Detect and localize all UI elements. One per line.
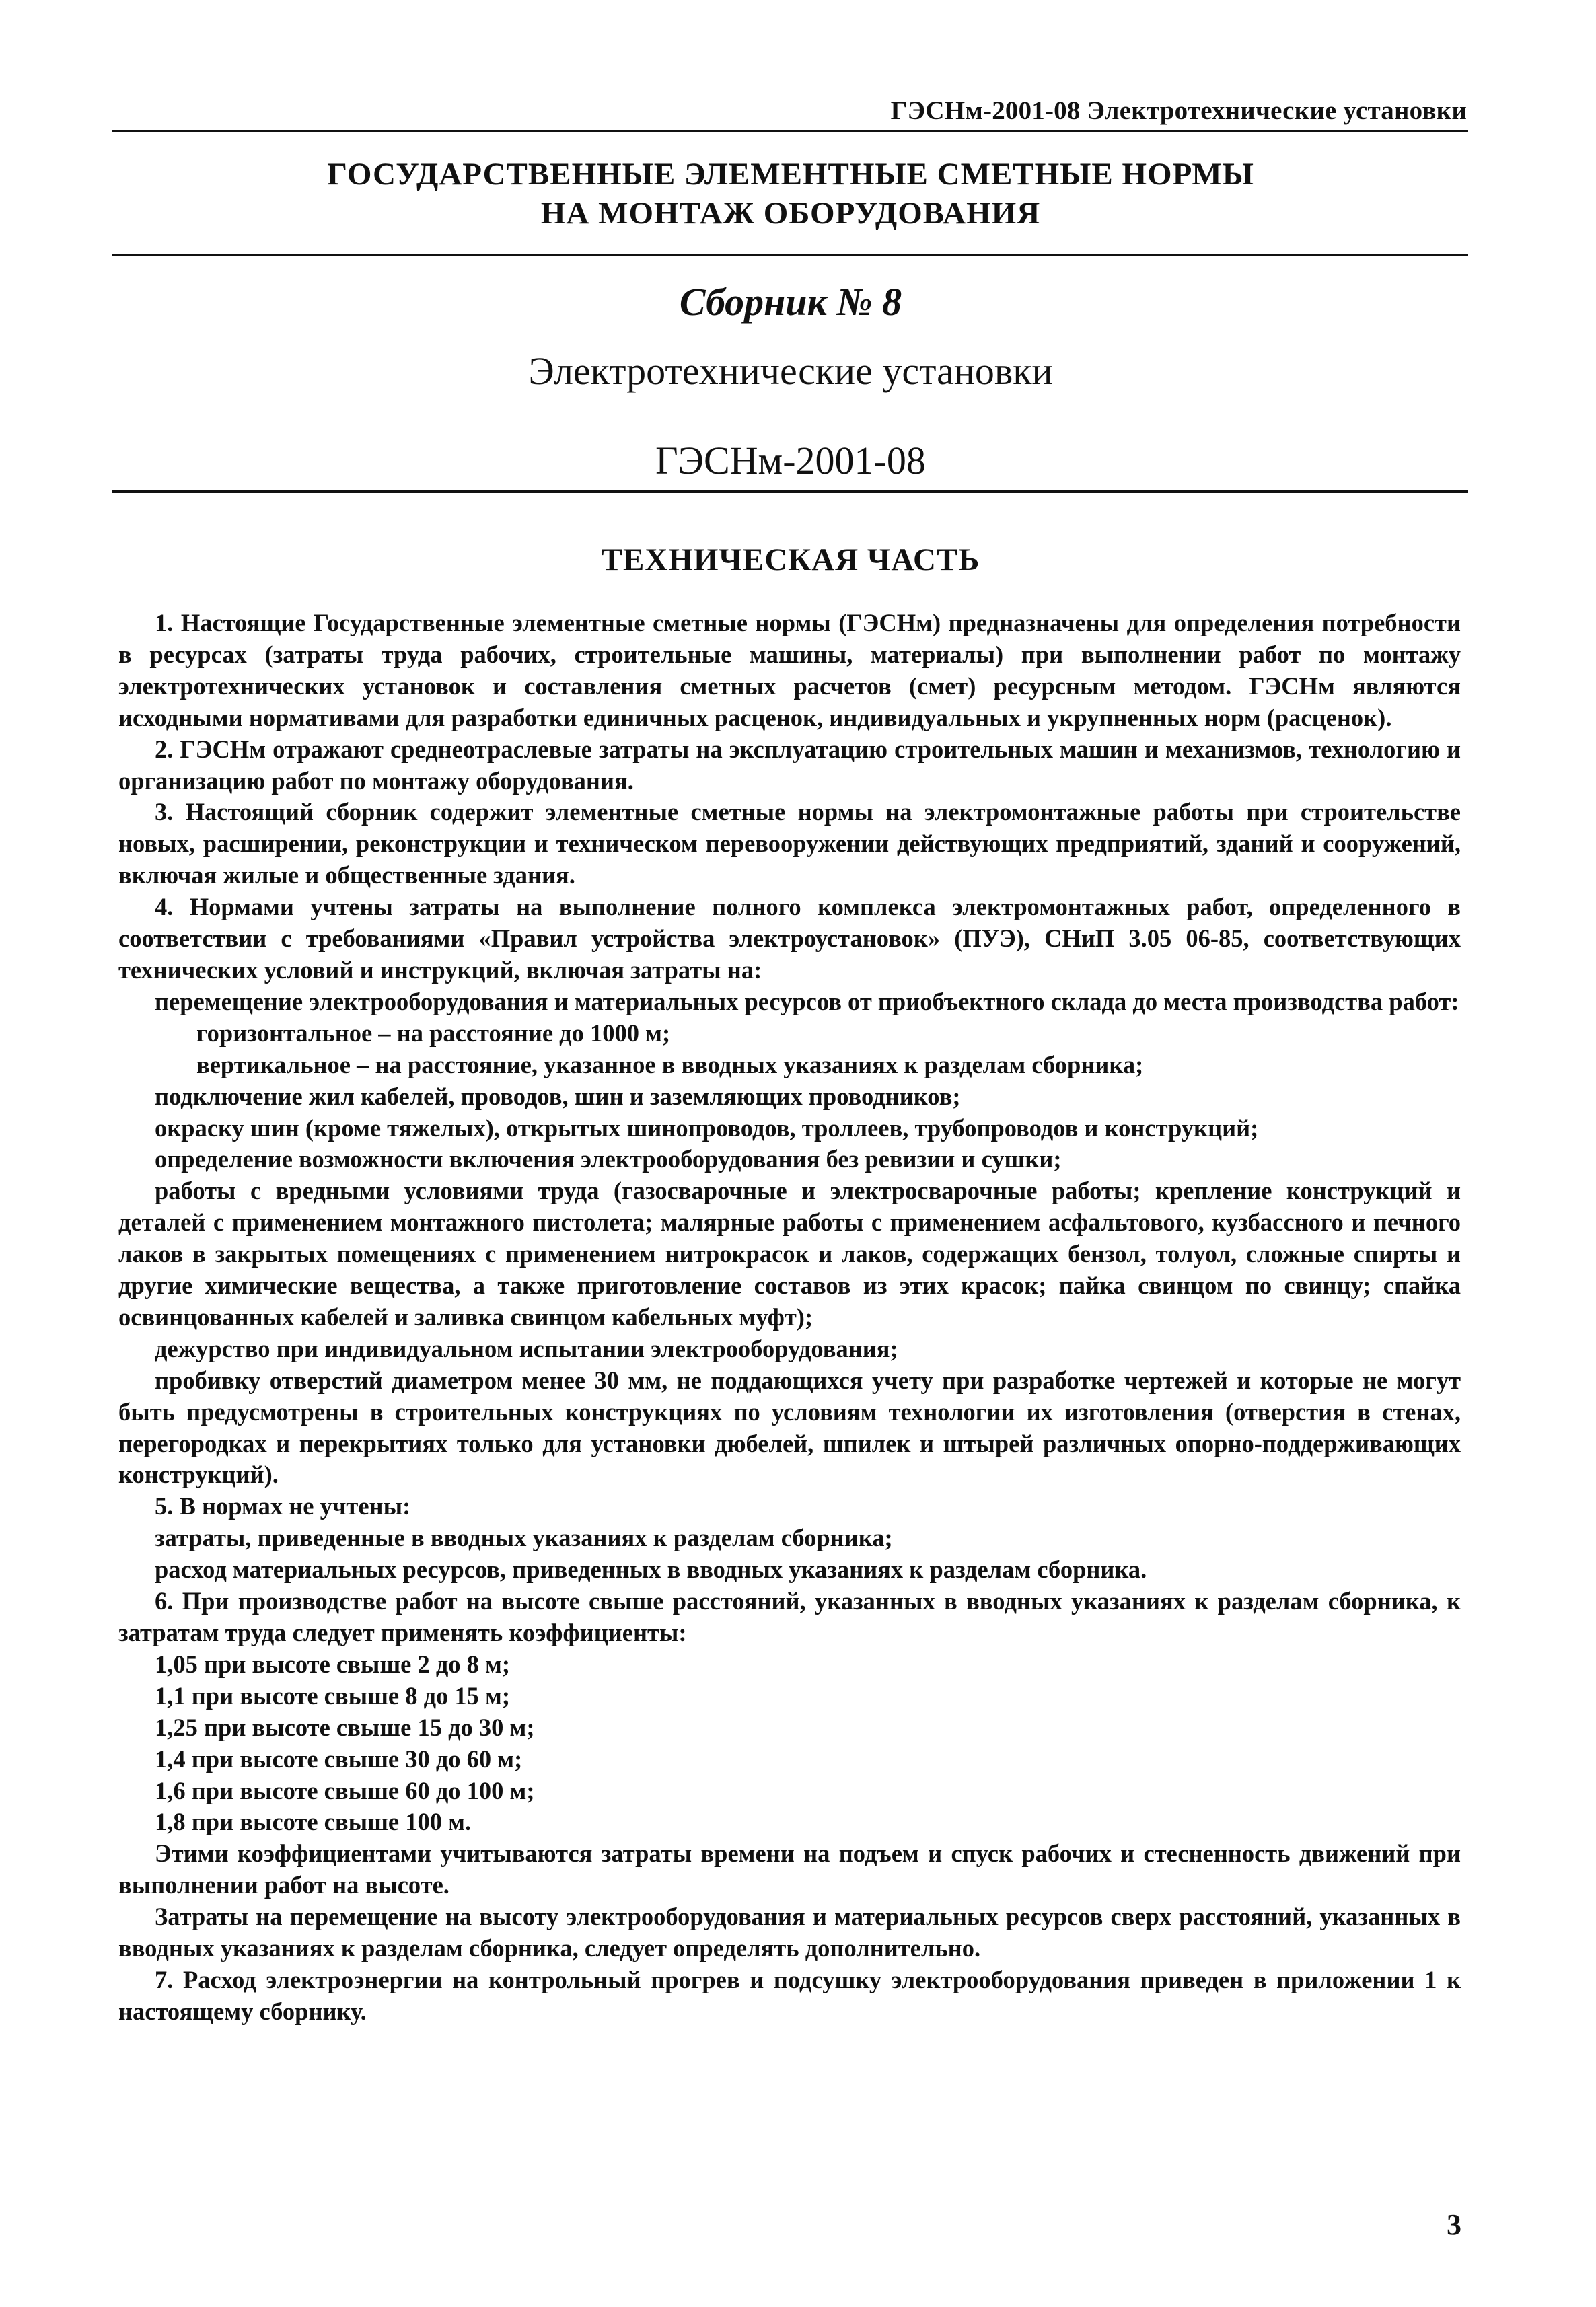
coefficient-item: 1,6 при высоте свыше 60 до 100 м; (155, 1776, 535, 1804)
paragraph-5: 5. В нормах не учтены: (155, 1492, 411, 1521)
collection-code: ГЭСНм-2001-08 (655, 439, 926, 482)
list-item: работы с вредными условиями труда (газосварочные и электросварочные работы; крепление конструкций и деталей с применением монтажного пистолета; малярные работы с применением асфальтового, кузбассного и печного лаков в закрытых помещениях с применением нитрокрасок и лаков, содержащих бензол, толуол, сложные спирты и другие химические вещества, а также приготовление составов из этих красок; пайка свинцом по свинцу; спайка освинцованных кабелей и заливка свинцом кабельных муфт); (118, 1177, 1461, 1331)
document-body (118, 608, 1461, 2028)
collection-name: Электротехнические установки (528, 349, 1053, 393)
coefficient-item: 1,8 при высоте свыше 100 м. (155, 1808, 472, 1836)
coefficient-item: 1,1 при высоте свыше 8 до 15 м; (155, 1681, 511, 1710)
paragraph-1: 1. Настоящие Государственные элементные сметные нормы (ГЭСНм) предназначены для определения потребности в ресурсах (затраты труда рабочих, строительные машины, материалы) при выполнении работ по монтажу электротехнических установок и составления сметных расчетов (смет) ресурсным методом. ГЭСНм являются исходными нормативами для разработки единичных расценок, индивидуальных и укрупненных норм (расценок). (118, 609, 1461, 731)
list-item: перемещение электрооборудования и материальных ресурсов от приобъектного склада до места производства работ: (155, 987, 1459, 1015)
paragraph-3: 3. Настоящий сборник содержит элементные сметные нормы на электромонтажные работы при строительстве новых, расширении, реконструкции и техническом перевооружении действующих предприятий, зданий и сооружений, включая жилые и общественные здания. (118, 798, 1461, 889)
list-subitem: горизонтальное – на расстояние до 1000 м; (196, 1019, 671, 1047)
list-item: дежурство при индивидуальном испытании электрооборудования; (155, 1334, 898, 1362)
list-item: пробивку отверстий диаметром менее 30 мм, не поддающихся учету при разработке чертежей и которые не могут быть предусмотрены в строительных конструкциях по условиям технологии их изготовления (отверстия в стенах, перегородках и перекрытиях только для установки дюбелей, шпилек и штырей различных опорно-поддерживающих конструкций). (118, 1366, 1461, 1489)
coefficient-item: 1,05 при высоте свыше 2 до 8 м; (155, 1650, 511, 1678)
coefficient-item: 1,25 при высоте свыше 15 до 30 м; (155, 1713, 535, 1741)
list-item: определение возможности включения электрооборудования без ревизии и сушки; (155, 1145, 1062, 1173)
header-rule (112, 130, 1468, 132)
code-rule (112, 490, 1468, 493)
list-item: окраску шин (кроме тяжелых), открытых шинопроводов, троллеев, трубопроводов и конструкций; (155, 1113, 1259, 1142)
list-item: подключение жил кабелей, проводов, шин и заземляющих проводников; (155, 1082, 961, 1110)
paragraph-4: 4. Нормами учтены затраты на выполнение полного комплекса электромонтажных работ, определенного в соответствии с требованиями «Правил устройства электроустановок» (ПУЭ), СНиП 3.05 06-85, соответствующих технических условий и инструкций, включая затраты на: (118, 893, 1461, 984)
document-title-line-2: НА МОНТАЖ ОБОРУДОВАНИЯ (540, 196, 1041, 231)
section-title: ТЕХНИЧЕСКАЯ ЧАСТЬ (601, 542, 980, 577)
document-title-line-1: ГОСУДАРСТВЕННЫЕ ЭЛЕМЕНТНЫЕ СМЕТНЫЕ НОРМЫ (327, 157, 1254, 192)
list-subitem: вертикальное – на расстояние, указанное в вводных указаниях к разделам сборника; (196, 1050, 1144, 1078)
paragraph-7: 7. Расход электроэнергии на контрольный прогрев и подсушку электрооборудования приведен в приложении 1 к настоящему сборнику. (118, 1965, 1461, 2025)
list-item: расход материальных ресурсов, приведенных в вводных указаниях к разделам сборника. (155, 1555, 1147, 1584)
list-item: затраты, приведенные в вводных указаниях к разделам сборника; (155, 1524, 893, 1552)
running-header: ГЭСНм-2001-08 Электротехнические установки (890, 96, 1467, 125)
paragraph-2: 2. ГЭСНм отражают среднеотраслевые затраты на эксплуатацию строительных машин и механизмов, технологию и организацию работ по монтажу оборудования. (118, 735, 1461, 795)
paragraph-6: 6. При производстве работ на высоте свыше расстояний, указанных в вводных указаниях к разделам сборника, к затратам труда следует применять коэффициенты: (118, 1587, 1461, 1646)
collection-number: Сборник № 8 (679, 280, 902, 324)
page-number: 3 (1447, 2208, 1461, 2241)
paragraph-note: Этими коэффициентами учитываются затраты времени на подъем и спуск рабочих и стесненность движений при выполнении работ на высоте. (118, 1839, 1461, 1899)
coefficient-item: 1,4 при высоте свыше 30 до 60 м; (155, 1745, 523, 1773)
title-rule (112, 254, 1468, 256)
paragraph-note: Затраты на перемещение на высоту электрооборудования и материальных ресурсов сверх расстояний, указанных в вводных указаниях к разделам сборника, следует определять дополнительно. (118, 1903, 1461, 1963)
